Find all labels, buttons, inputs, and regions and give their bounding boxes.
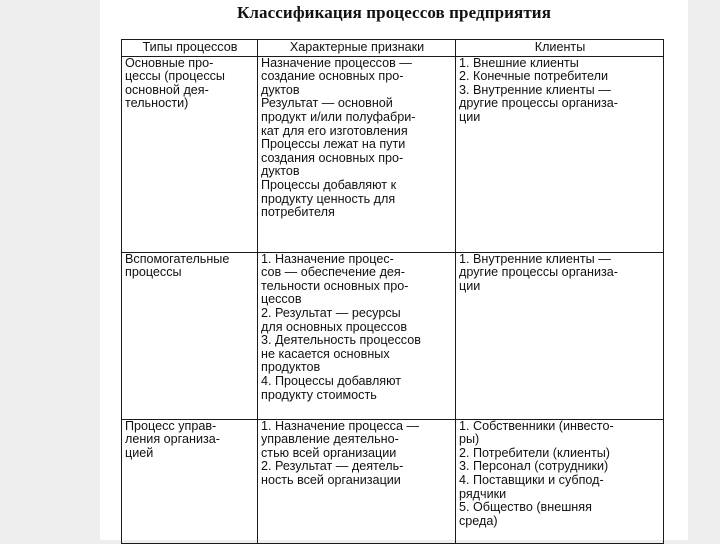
cell-features: 1. Назначение процесса — управление деятельно- стью всей организации 2. Результат — деятель- ность всей организации bbox=[258, 419, 456, 543]
cell-features: 1. Назначение процес- сов — обеспечение дея- тельности основных про- цессов 2. Результат — ресурсы для основных процессов 3. Деятельность процессов не касается основных продуктов 4. Процессы добавляют продукту стоимость bbox=[258, 252, 456, 419]
cell-features: Назначение процессов — создание основных про- дуктов Результат — основной продукт и/или полуфабри- кат для его изготовления Процессы лежат на пути создания основных про- дуктов Процессы добавляют к продукту ценность для потребителя bbox=[258, 56, 456, 252]
cell-clients: 1. Внешние клиенты 2. Конечные потребители 3. Внутренние клиенты — другие процессы организа- ции bbox=[456, 56, 664, 252]
header-clients: Клиенты bbox=[456, 40, 664, 57]
cell-process-type: Вспомогательные процессы bbox=[122, 252, 258, 419]
process-classification-table bbox=[121, 39, 664, 544]
header-process-types: Типы процессов bbox=[122, 40, 258, 57]
cell-process-type: Основные про- цессы (процессы основной дея- тельности) bbox=[122, 56, 258, 252]
cell-clients: 1. Собственники (инвесто- ры) 2. Потребители (клиенты) 3. Персонал (сотрудники) 4. Поставщики и субпод- рядчики 5. Общество (внешняя среда) bbox=[456, 419, 664, 543]
table-row bbox=[122, 252, 664, 419]
table-row bbox=[122, 56, 664, 252]
document-page bbox=[100, 0, 688, 540]
table-header-row bbox=[122, 40, 664, 57]
cell-clients: 1. Внутренние клиенты — другие процессы организа- ции bbox=[456, 252, 664, 419]
page-title: Классификация процессов предприятия bbox=[236, 3, 552, 22]
header-features: Характерные признаки bbox=[258, 40, 456, 57]
table-row bbox=[122, 419, 664, 543]
cell-process-type: Процесс управ- ления организа- цией bbox=[122, 419, 258, 543]
